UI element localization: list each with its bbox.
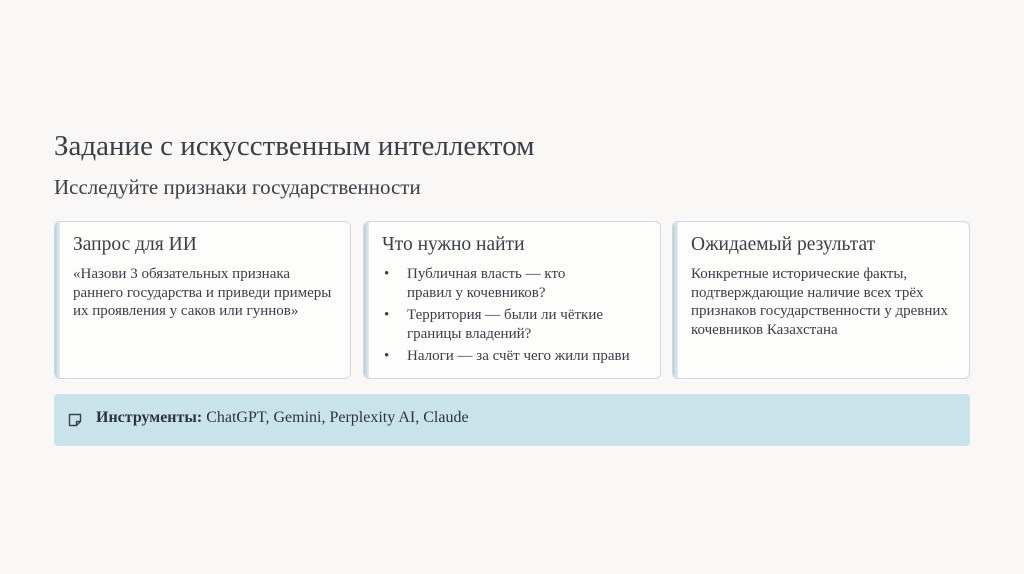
card-heading: Запрос для ИИ <box>73 234 197 255</box>
card-accent-bar <box>673 222 678 378</box>
slide-title: Задание с искусственным интеллектом <box>54 130 535 162</box>
list-item: • Территория — были ли чёткие границы владений? <box>382 306 661 343</box>
tools-list: ChatGPT, Gemini, Perplexity AI, Claude <box>202 409 469 426</box>
list-item: • Налоги — за счёт чего жили прави <box>382 347 661 366</box>
slide-subtitle: Исследуйте признаки государственности <box>54 175 421 199</box>
card-text: «Назови 3 обязательных признака раннего государства и приведи примеры их проявления у саков или гуннов» <box>73 266 332 319</box>
list-item: • Публичная власть — кто правил у кочевников? <box>382 265 661 302</box>
card-what-to-find <box>363 221 661 379</box>
note-icon <box>68 413 82 432</box>
card-heading: Что нужно найти <box>382 234 525 255</box>
tools-text <box>96 409 469 427</box>
card-accent-bar <box>364 222 369 378</box>
card-expected-result <box>672 221 970 379</box>
card-ai-request <box>54 221 351 379</box>
card-text: Конкретные исторические факты, подтверждающие наличие всех трёх признаков государственности у древних кочевников Казахстана <box>691 266 948 338</box>
card-heading: Ожидаемый результат <box>691 234 876 255</box>
card-accent-bar <box>55 222 60 378</box>
card-list <box>382 265 661 370</box>
tools-banner <box>54 394 970 446</box>
tools-label: Инструменты: <box>96 409 203 426</box>
